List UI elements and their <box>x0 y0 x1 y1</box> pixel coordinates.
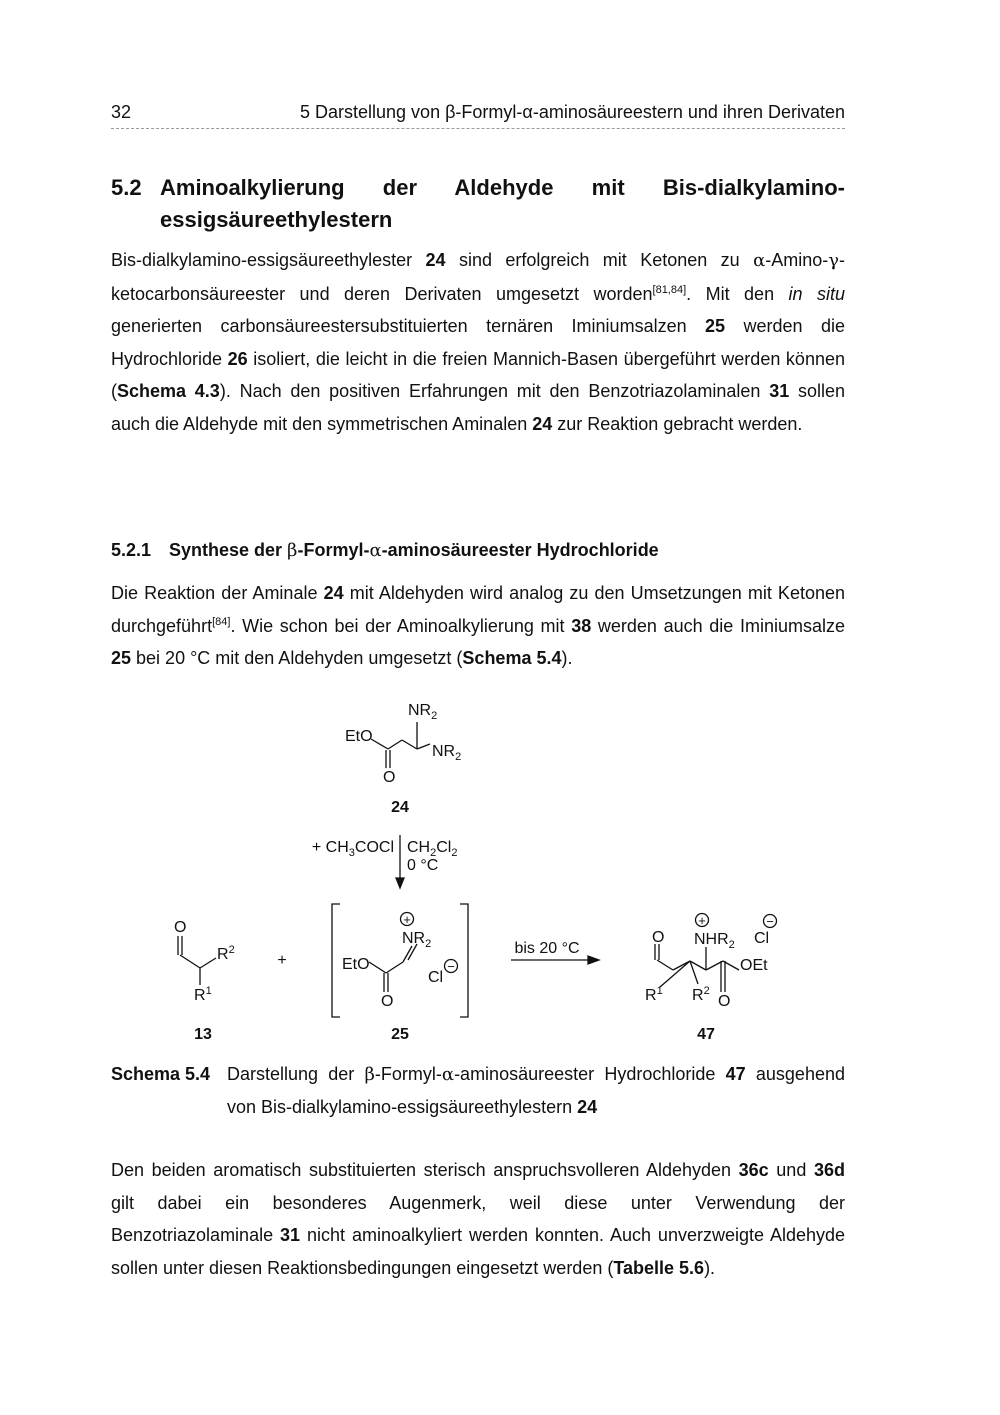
positive-charge-sign: + <box>403 912 411 927</box>
temperature-condition: 0 °C <box>407 857 439 874</box>
section-number: 5.2 <box>111 175 142 200</box>
label-carbonyl-o: O <box>381 993 394 1010</box>
label-r1: $R^1$ <box>194 985 212 1004</box>
label-carbonyl-o: O <box>383 769 396 786</box>
paragraph-reaction: Die Reaktion der Aminale 24 mit Aldehyden wird analog zu den Umsetzungen mit Ketonen durchgeführt[84]. Wie schon bei der Aminoalkylierung mit 38 werden auch die Iminiumsalze 25 bei 20 °C mit den Aldehyden umgesetzt (Schema 5.4). <box>111 583 845 669</box>
paragraph-aldehydes: Den beiden aromatisch substituierten sterisch anspruchsvolleren Aldehyden 36c und 36d gilt dabei ein besonderes Augenmerk, weil diese unter Verwendung der Benzotriazolaminale 31 nicht aminoalkyliert werden konnten. Auch unverzweigte Aldehyde sollen unter diesen Reaktionsbedingungen eingesetzt werden (Tabelle 5.6). <box>111 1160 845 1278</box>
label-aldehyde-o: O <box>174 919 187 936</box>
section-title: Aminoalkylierung der Aldehyde mit Bis-dialkylamino-essigsäureethylestern <box>160 175 845 232</box>
running-title: 5 Darstellung von β-Formyl-α-aminosäureestern und ihren Derivaten <box>300 102 845 122</box>
arrow-condition: bis 20 °C <box>514 940 580 957</box>
vertical-arrow <box>396 835 404 888</box>
label-iminium-nr2: $NR_2$ <box>402 930 432 950</box>
citation: [81,84] <box>652 283 687 296</box>
citation: [84] <box>212 615 231 628</box>
compound-number-13: 13 <box>194 1026 212 1043</box>
caption-label: Schema 5.4 <box>111 1064 211 1084</box>
subsection-number: 5.2.1 <box>111 540 152 560</box>
structure-25-bonds <box>369 944 417 992</box>
label-nr2-top: $NR_2$ <box>408 702 438 722</box>
label-chloride: Cl <box>754 930 770 947</box>
compound-number-47: 47 <box>697 1026 715 1043</box>
label-nhr2: $NHR_2$ <box>694 931 735 951</box>
label-r2: $R^2$ <box>692 985 710 1004</box>
subsection-heading: 5.2.1 Synthese der β-Formyl-α-aminosäureester Hydrochloride <box>111 537 845 564</box>
reagent-acetyl-chloride: + $CH_3COCl$ <box>311 839 394 859</box>
positive-charge-sign: + <box>698 913 706 928</box>
caption-text: Darstellung der β-Formyl-α-aminosäureester Hydrochloride 47 ausgehend von Bis-dialkylamino-essigsäureethylestern 24 <box>227 1064 845 1117</box>
page-number: 32 <box>111 102 132 122</box>
plus-sign: + <box>277 952 287 969</box>
compound-number-25: 25 <box>391 1026 409 1043</box>
horizontal-arrow <box>511 956 599 964</box>
label-eto: EtO <box>342 956 370 973</box>
paragraph-intro: Bis-dialkylamino-essigsäureethylester 24 sind erfolgreich mit Ketonen zu α-Amino-γ-ketocarbonsäureester und deren Derivaten umgesetzt worden[81,84]. Mit den in situ generierten carbonsäureestersubstituierten ternären Iminiumsalzen 25 werden die Hydrochloride 26 isoliert, die leicht in die freien Mannich-Basen übergeführt werden können (Schema 4.3). Nach den positiven Erfahrungen mit den Benzotriazolaminalen 31 sollen auch die Aldehyde mit den symmetrischen Aminalen 24 zur Reaktion gebracht werden. <box>111 250 846 434</box>
label-eto: EtO <box>345 728 373 745</box>
label-oet: OEt <box>740 957 768 974</box>
label-aldehyde-o: O <box>652 929 665 946</box>
negative-charge-sign: − <box>447 959 455 974</box>
structure-24-bonds <box>371 722 430 768</box>
scheme-caption <box>111 1058 845 1124</box>
negative-charge-sign: − <box>766 914 774 929</box>
structure-47-bonds <box>655 944 739 992</box>
solvent-dichloromethane: $CH_2Cl_2$ <box>407 839 458 859</box>
structure-13-bonds <box>178 936 216 985</box>
label-r2: $R^2$ <box>217 944 235 963</box>
label-nr2-right: $NR_2$ <box>432 743 462 763</box>
label-r1: $R^1$ <box>645 985 663 1004</box>
compound-number-24: 24 <box>391 799 409 816</box>
label-chloride: Cl <box>428 969 444 986</box>
label-ester-o: O <box>718 993 731 1010</box>
